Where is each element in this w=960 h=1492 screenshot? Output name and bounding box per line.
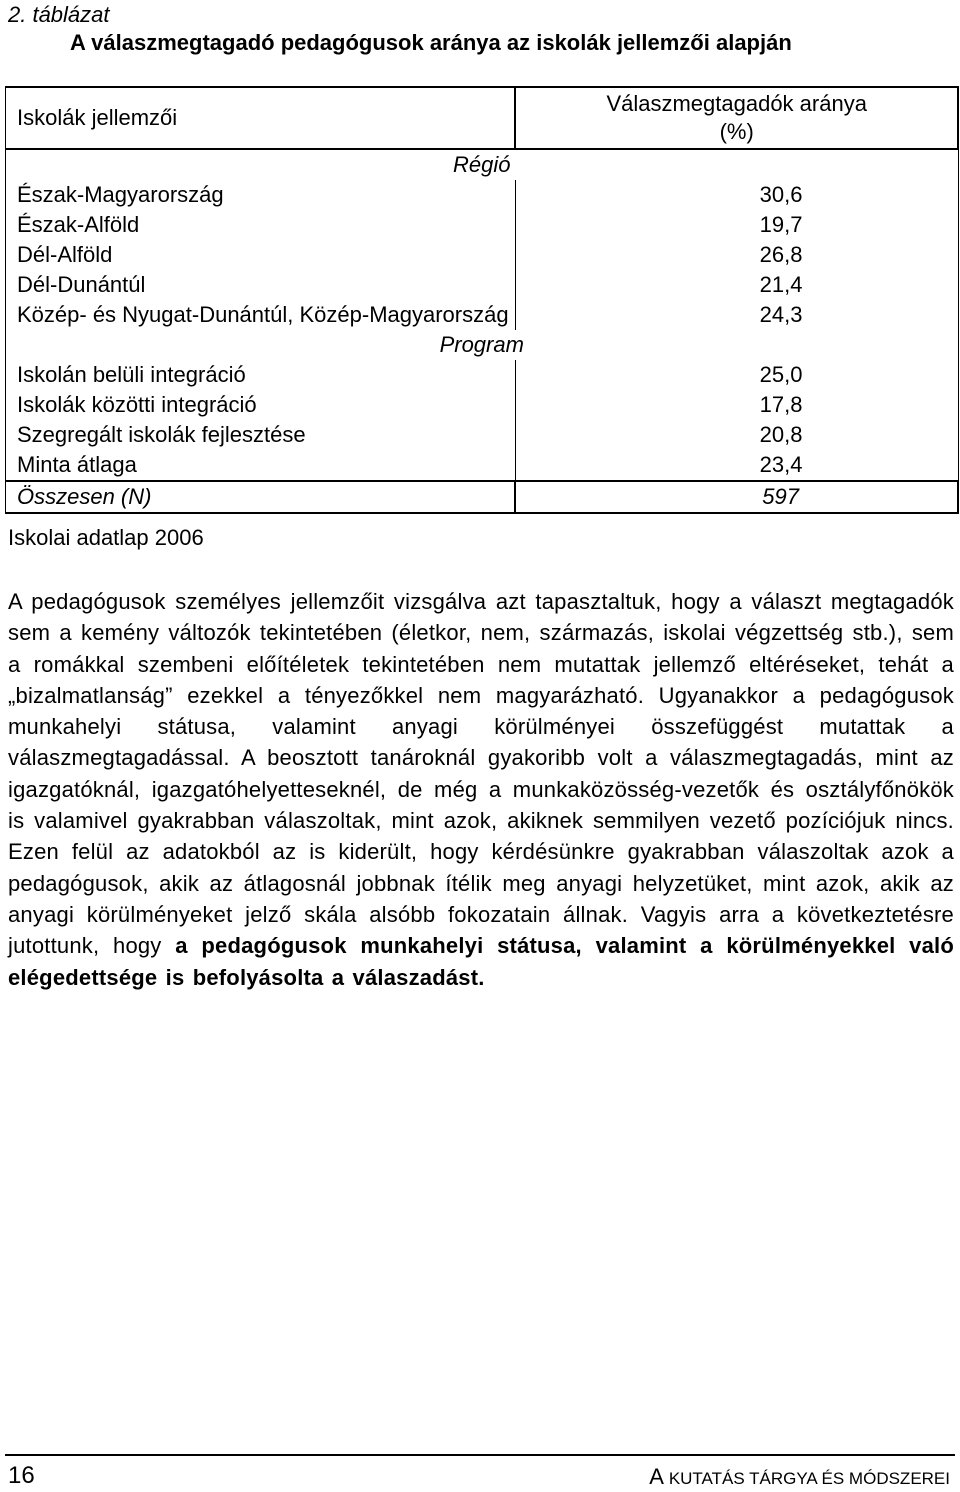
- row-value: 17,8: [515, 390, 958, 420]
- row-label: Minta átlaga: [6, 450, 516, 481]
- total-label: Összesen (N): [6, 481, 516, 513]
- header-col-refusal-rate: [515, 87, 958, 149]
- row-label: Iskolák közötti integráció: [6, 390, 516, 420]
- row-value: 21,4: [515, 270, 958, 300]
- row-value: 25,0: [515, 360, 958, 390]
- row-label: Dél-Dunántúl: [6, 270, 516, 300]
- footer-divider: [5, 1454, 955, 1456]
- table-row: [6, 420, 959, 450]
- row-value: 30,6: [515, 180, 958, 210]
- row-label: Észak-Alföld: [6, 210, 516, 240]
- row-label: Iskolán belüli integráció: [6, 360, 516, 390]
- header-col-characteristics: Iskolák jellemzői: [6, 87, 516, 149]
- table-total-row: [6, 481, 959, 513]
- section-title-program: Program: [439, 332, 524, 357]
- table-row: [6, 240, 959, 270]
- running-head-initial: A: [649, 1464, 663, 1489]
- body-paragraph: [8, 586, 954, 993]
- paragraph-text: A pedagógusok személyes jellemzőit vizsgálva azt tapasztaltuk, hogy a választ megtagadók sem a kemény változók tekintetében (életkor, nem, származás, iskolai végzettség stb.), sem a romákkal szembeni előítéletek tekintetében nem mutattak jellemző eltéréseket, tehát a „bizalmatlanság” ezekkel a tényezőkkel nem magyarázható. Ugyanakkor a pedagógusok munkahelyi státusa, valamint anyagi körülményei összefüggést mutattak a válaszmegtagadással. A beosztott tanároknál gyakoribb volt a válaszmegtagadás, mint az igazgatóknál, igazgatóhelyetteseknél, de még a munkaközösség-vezetők és osztályfőnökök is valamivel gyakrabban válaszoltak, mint azok, akiknek semmilyen vezető pozíciójuk nincs. Ezen felül az adatokból az is kiderült, hogy kérdésünkre gyakrabban válaszoltak azok a pedagógusok, akik az átlagosnál jobbnak ítélik meg anyagi helyzetüket, mint azok, akik az anyagi körülményeket jelző skála alsóbb fokozatain állnak. Vagyis arra a következtetésre jutottunk, hogy: [8, 589, 954, 959]
- table-row: [6, 360, 959, 390]
- section-row-region: [6, 149, 959, 180]
- table-title: A válaszmegtagadó pedagógusok aránya az iskolák jellemzői alapján: [70, 30, 792, 55]
- table-row: [6, 180, 959, 210]
- page-number: 16: [8, 1462, 35, 1489]
- table-header-row: [6, 87, 959, 149]
- row-value: 19,7: [515, 210, 958, 240]
- data-table: [5, 86, 959, 514]
- table-row: [6, 270, 959, 300]
- table-row: [6, 390, 959, 420]
- row-value: 26,8: [515, 240, 958, 270]
- table-row: [6, 450, 959, 481]
- table-row: [6, 210, 959, 240]
- header-col-refusal-rate-line1: Válaszmegtagadók aránya: [606, 91, 867, 116]
- row-label: Dél-Alföld: [6, 240, 516, 270]
- row-label: Szegregált iskolák fejlesztése: [6, 420, 516, 450]
- section-title-region: Régió: [453, 152, 511, 177]
- section-row-program: [6, 330, 959, 360]
- row-label: Közép- és Nyugat-Dunántúl, Közép-Magyarország: [6, 300, 516, 330]
- header-col-refusal-rate-line2: (%): [719, 119, 754, 144]
- table-label: 2. táblázat: [8, 2, 110, 27]
- running-head-text: KUTATÁS TÁRGYA ÉS MÓDSZEREI: [668, 1469, 950, 1488]
- total-value: 597: [515, 481, 958, 513]
- table-row: [6, 300, 959, 330]
- row-value: 20,8: [515, 420, 958, 450]
- row-value: 24,3: [515, 300, 958, 330]
- paragraph-bold-conclusion: a pedagógusok munkahelyi státusa, valamint a körülményekkel való elégedettsége is befolyásolta a válaszadást.: [8, 933, 954, 990]
- row-value: 23,4: [515, 450, 958, 481]
- row-label: Észak-Magyarország: [6, 180, 516, 210]
- table-source: Iskolai adatlap 2006: [8, 525, 204, 550]
